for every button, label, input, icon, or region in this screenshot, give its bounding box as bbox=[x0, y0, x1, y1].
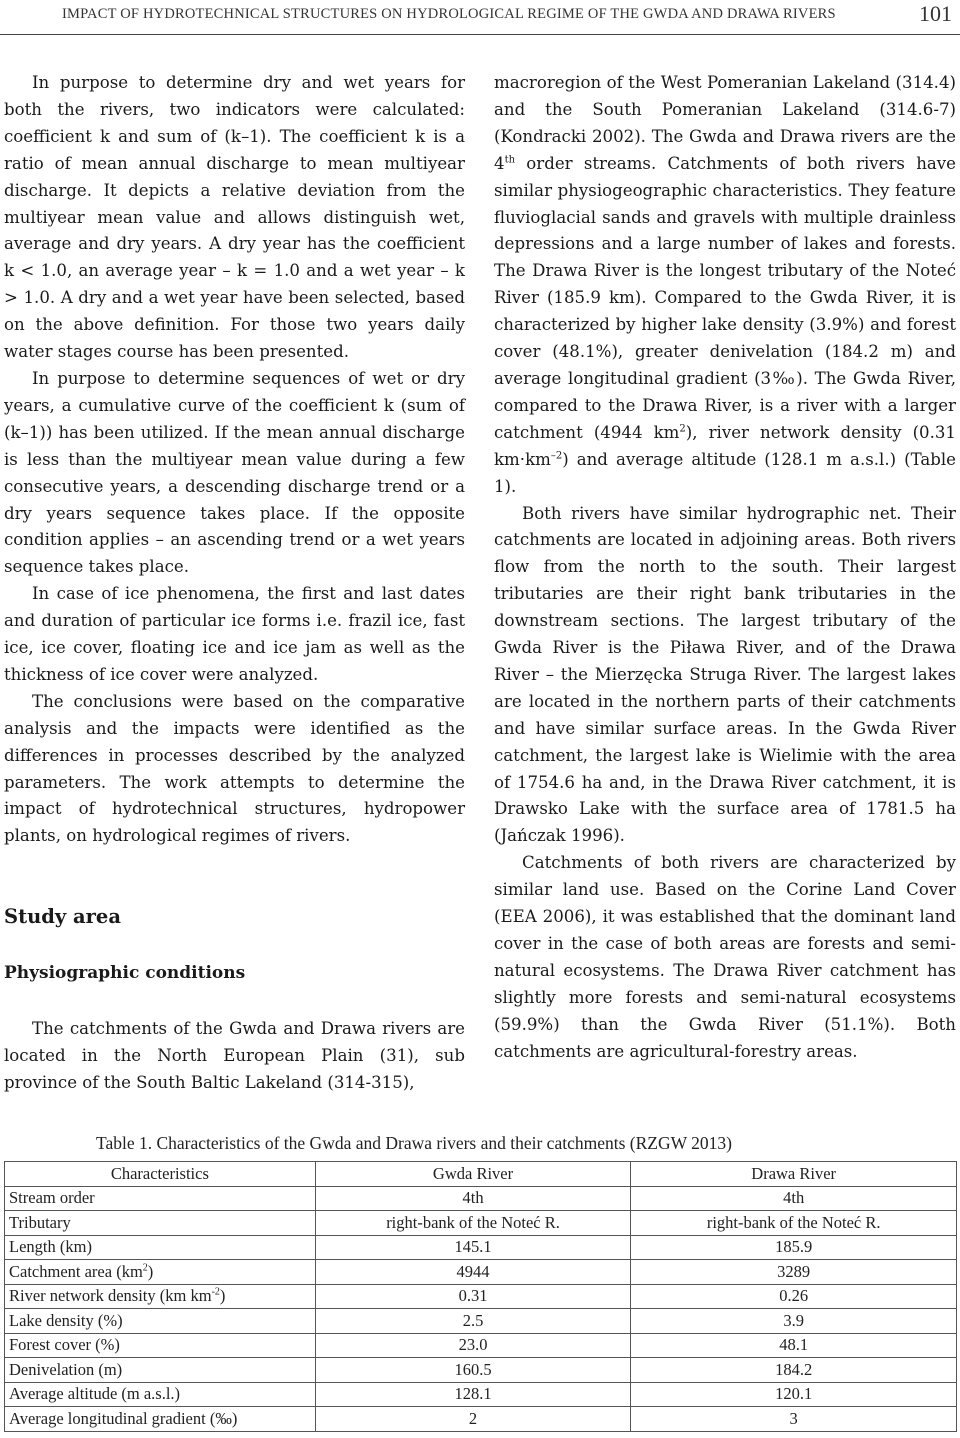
table-header-row bbox=[5, 1162, 957, 1187]
cell-gwda: 2.5 bbox=[315, 1309, 631, 1334]
row-label-text: Length (km) bbox=[9, 1237, 92, 1257]
table-row bbox=[5, 1333, 957, 1358]
row-label bbox=[5, 1333, 316, 1358]
superscript: 2 bbox=[142, 1262, 148, 1274]
table-caption: Table 1. Characteristics of the Gwda and Drawa rivers and their catchments (RZGW 2013) bbox=[96, 1133, 733, 1153]
column-header: Gwda River bbox=[315, 1162, 631, 1187]
paragraph: In purpose to determine sequences of wet or dry years, a cumulative curve of the coefficient k (sum of (k–1)) has been utilized. If the mean annual discharge is less than the multiyear mean value during a few consecutive years, a descending discharge trend or a dry years sequence takes place. If the opposite condition applies – an ascending trend or a wet years sequence takes place. bbox=[4, 368, 465, 577]
row-label bbox=[5, 1309, 316, 1334]
row-label-text: Denivelation (m) bbox=[9, 1359, 123, 1379]
cell-gwda: 0.31 bbox=[315, 1284, 631, 1309]
cell-drawa: 4th bbox=[631, 1186, 957, 1211]
cell-drawa: 48.1 bbox=[631, 1333, 957, 1358]
table-row bbox=[5, 1235, 957, 1260]
running-title: IMPACT OF HYDROTECHNICAL STRUCTURES ON HYDROLOGICAL REGIME OF THE GWDA AND DRAWA RIVERS bbox=[62, 6, 836, 22]
cell-gwda: 145.1 bbox=[315, 1235, 631, 1260]
paragraph: Catchments of both rivers are characterized by similar land use. Based on the Corine Land Cover (EEA 2006), it was established that the dominant land cover in the case of both areas are forests and semi-natural ecosystems. The Drawa River catchment has slightly more forests and semi-natural ecosystems (59.9%) than the Gwda River (51.1%). Both catchments are agricultural-forestry areas. bbox=[494, 853, 956, 1061]
column-header: Drawa River bbox=[631, 1162, 957, 1187]
text-span: ) and average altitude (128.1 m a.s.l.) (Table 1). bbox=[494, 449, 956, 496]
cell-gwda: 23.0 bbox=[315, 1333, 631, 1358]
page-number: 101 bbox=[919, 1, 952, 26]
paragraph: In purpose to determine dry and wet years for both the rivers, two indicators were calculated: coefficient k and sum of (k–1). The coefficient k is a ratio of mean annual discharge to mean multiyear discharge. It depicts a relative deviation from the multiyear mean value and allows distinguish wet, average and dry years. A dry year has the coefficient k < 1.0, an average year – k = 1.0 and a wet year – k > 1.0. A dry and a wet year have been selected, based on the above definition. For those two years daily water stages course has been presented. bbox=[4, 73, 465, 362]
cell-drawa: 3 bbox=[631, 1407, 957, 1432]
cell-drawa: 184.2 bbox=[631, 1358, 957, 1383]
cell-gwda: 4944 bbox=[315, 1260, 631, 1285]
row-label bbox=[5, 1407, 316, 1432]
cell-gwda: right-bank of the Noteć R. bbox=[315, 1211, 631, 1236]
paragraph: The conclusions were based on the comparative analysis and the impacts were identified as the differences in processes described by the analyzed parameters. The work attempts to determine the impact of hydrotechnical structures, hydropower plants, on hydrological regimes of rivers. bbox=[4, 691, 465, 846]
row-label bbox=[5, 1186, 316, 1211]
text-span: macroregion of the West Pomeranian Lakeland (314.4) and the South Pomeranian Lakeland (314.6-7) (Kondracki 2002). The Gwda and Drawa rivers are the 4 bbox=[494, 73, 956, 173]
cell-drawa: 120.1 bbox=[631, 1382, 957, 1407]
row-label-text: Lake density (%) bbox=[9, 1310, 123, 1330]
row-label-text: Catchment area (km bbox=[9, 1261, 143, 1281]
characteristics-table bbox=[4, 1161, 957, 1432]
superscript: th bbox=[504, 154, 516, 166]
row-label-text: Average altitude (m a.s.l.) bbox=[9, 1384, 181, 1404]
row-label bbox=[5, 1211, 316, 1236]
paragraph: Both rivers have similar hydrographic net. Their catchments are located in adjoining areas. Both rivers flow from the north to the south. Their largest tributaries are their right bank tributaries in the downstream sections. The largest tributary of the Gwda River is the Piława River, and of the Drawa River – the Mierzęcka Struga River. The largest lakes are located in the northern parts of their catchments and have similar surface areas. In the Gwda River catchment, the largest lake is Wielimie with the area of 1754.6 ha and, in the Drawa River catchment, it is Drawsko Lake with the surface area of 1781.5 ha (Jańczak 1996). bbox=[494, 503, 956, 846]
cell-gwda: 2 bbox=[315, 1407, 631, 1432]
table-row bbox=[5, 1382, 957, 1407]
right-column bbox=[494, 70, 956, 1066]
row-label bbox=[5, 1358, 316, 1383]
paragraph: In case of ice phenomena, the first and last dates and duration of particular ice forms i.e. frazil ice, fast ice, ice cover, floating ice and ice jam as well as the thickness of ice cover were analyzed. bbox=[4, 584, 465, 684]
subsection-title: Physiographic conditions bbox=[4, 963, 246, 984]
table-row bbox=[5, 1358, 957, 1383]
table-row bbox=[5, 1309, 957, 1334]
paragraph bbox=[494, 70, 956, 501]
table-row bbox=[5, 1284, 957, 1309]
superscript: –2 bbox=[550, 450, 563, 462]
row-label-text: Tributary bbox=[9, 1212, 71, 1232]
row-label bbox=[5, 1284, 316, 1309]
cell-drawa: 3289 bbox=[631, 1260, 957, 1285]
text-span: ), river network density (0.31 km·km bbox=[494, 422, 956, 469]
row-label bbox=[5, 1235, 316, 1260]
row-label-tail: ) bbox=[147, 1261, 154, 1281]
row-label-text: Stream order bbox=[9, 1188, 95, 1208]
cell-drawa: 185.9 bbox=[631, 1235, 957, 1260]
superscript: 2 bbox=[679, 423, 686, 435]
cell-drawa: 3.9 bbox=[631, 1309, 957, 1334]
cell-gwda: 160.5 bbox=[315, 1358, 631, 1383]
row-label-text: River network density (km km bbox=[9, 1286, 212, 1306]
cell-gwda: 4th bbox=[315, 1186, 631, 1211]
row-label bbox=[5, 1260, 316, 1285]
column-header: Characteristics bbox=[5, 1162, 316, 1187]
cell-gwda: 128.1 bbox=[315, 1382, 631, 1407]
section-title: Study area bbox=[4, 905, 121, 929]
row-label-text: Average longitudinal gradient (‰) bbox=[9, 1408, 238, 1428]
text-span: order streams. Catchments of both rivers have similar physiogeographic characteristics. They feature fluvioglacial sands and gravels with multiple drainless depressions and a large number of lakes and forests. The Drawa River is the longest tributary of the Noteć River (185.9 km). Compared to the Gwda River, it is characterized by higher lake density (3.9%) and forest cover (48.1%), greater denivelation (184.2 m) and average longitudinal gradient (3‰). The Gwda River, compared to the Drawa River, is a river with a larger catchment (4944 km bbox=[494, 153, 956, 442]
row-label-text: Forest cover (%) bbox=[9, 1335, 120, 1355]
cell-drawa: 0.26 bbox=[631, 1284, 957, 1309]
row-label bbox=[5, 1382, 316, 1407]
table-row bbox=[5, 1211, 957, 1236]
table-row bbox=[5, 1407, 957, 1432]
cell-drawa: right-bank of the Noteć R. bbox=[631, 1211, 957, 1236]
left-column bbox=[4, 70, 465, 1097]
running-header bbox=[0, 0, 960, 35]
table-row bbox=[5, 1260, 957, 1285]
superscript: -2 bbox=[211, 1286, 220, 1298]
paragraph: The catchments of the Gwda and Drawa rivers are located in the North European Plain (31), sub province of the South Baltic Lakeland (314-315), bbox=[4, 1019, 465, 1093]
table-row bbox=[5, 1186, 957, 1211]
row-label-tail: ) bbox=[219, 1286, 226, 1306]
